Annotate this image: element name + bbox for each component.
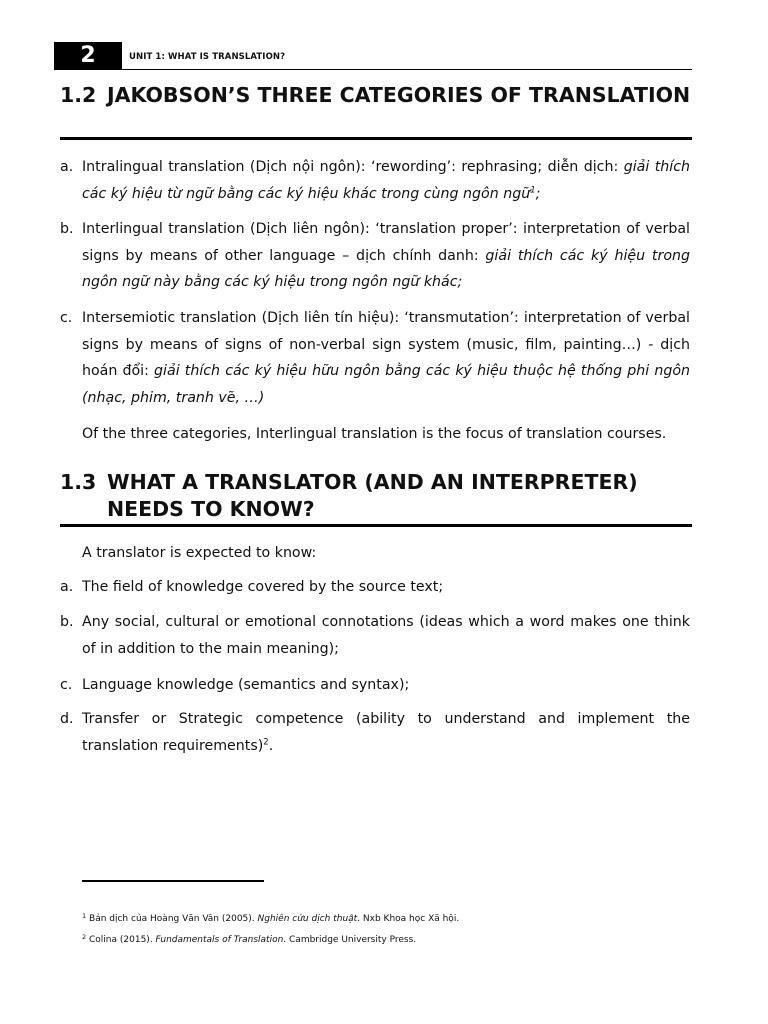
list-item [60,574,690,601]
intro-paragraph: A translator is expected to know: [82,545,317,561]
section-number: 1.2 [60,83,97,107]
unit-title: UNIT 1: WHAT IS TRANSLATION? [129,52,286,62]
header-rule [54,69,692,70]
section-1-3-heading [60,469,692,523]
list-item-text: Interlingual translation (Dịch liên ngôn): ‘translation proper’: interpretation of verbal signs by means of other language – dịch chính danh: giải thích các ký hiệu trong ngôn ngữ này bằng các ký hiệu trong ngôn ngữ khác; [82,221,690,290]
list-item [60,154,690,207]
list-marker: c. [60,310,73,326]
heading-rule [60,137,692,140]
list-marker: d. [60,711,74,727]
heading-rule [60,524,692,527]
list-item [60,672,690,699]
list-marker: a. [60,159,74,175]
list-item-text: Transfer or Strategic competence (ability to understand and implement the translation requirements)$^2$. [82,711,690,754]
list-item-text: The field of knowledge covered by the source text; [82,579,444,595]
footnote: $^2$ Colina (2015). Fundamentals of Translation. Cambridge University Press. [82,933,417,945]
list-item [60,216,690,296]
list-item-text: Intralingual translation (Dịch nội ngôn): ‘rewording’: rephrasing; diễn dịch: giải thích các ký hiệu từ ngữ bằng các ký hiệu khác trong cùng ngôn ngữ$^1$; [82,159,690,202]
list-marker: c. [60,677,73,693]
page-number: 2 [54,42,122,69]
section-number: 1.3 [60,470,97,494]
list-item [60,609,690,662]
list-item-text: Language knowledge (semantics and syntax); [82,677,410,693]
section-title: WHAT A TRANSLATOR (AND AN INTERPRETER) NEEDS TO KNOW? [107,470,638,521]
closing-paragraph: Of the three categories, Interlingual translation is the focus of translation courses. [82,426,667,442]
list-item-text: Intersemiotic translation (Dịch liên tín hiệu): ‘transmutation’: interpretation of verbal signs by means of signs of non-verbal sign system (music, film, painting…) - dịch hoán đổi: giải thích các ký hiệu hữu ngôn bằng các ký hiệu thuộc hệ thống phi ngôn (nhạc, phim, tranh vẽ, …) [82,310,690,406]
list-marker: b. [60,221,74,237]
footnote-rule [82,880,264,882]
list-marker: a. [60,579,74,595]
footnote: $^1$ Bản dịch của Hoàng Văn Vân (2005). Nghiên cứu dịch thuật. Nxb Khoa học Xã hội. [82,912,460,924]
section-title: JAKOBSON’S THREE CATEGORIES OF TRANSLATION [107,83,691,107]
list-item [60,706,690,759]
list-marker: b. [60,614,74,630]
section-1-2-heading [60,82,692,109]
list-item [60,305,690,411]
list-item-text: Any social, cultural or emotional connotations (ideas which a word makes one think of in addition to the main meaning); [82,614,690,657]
